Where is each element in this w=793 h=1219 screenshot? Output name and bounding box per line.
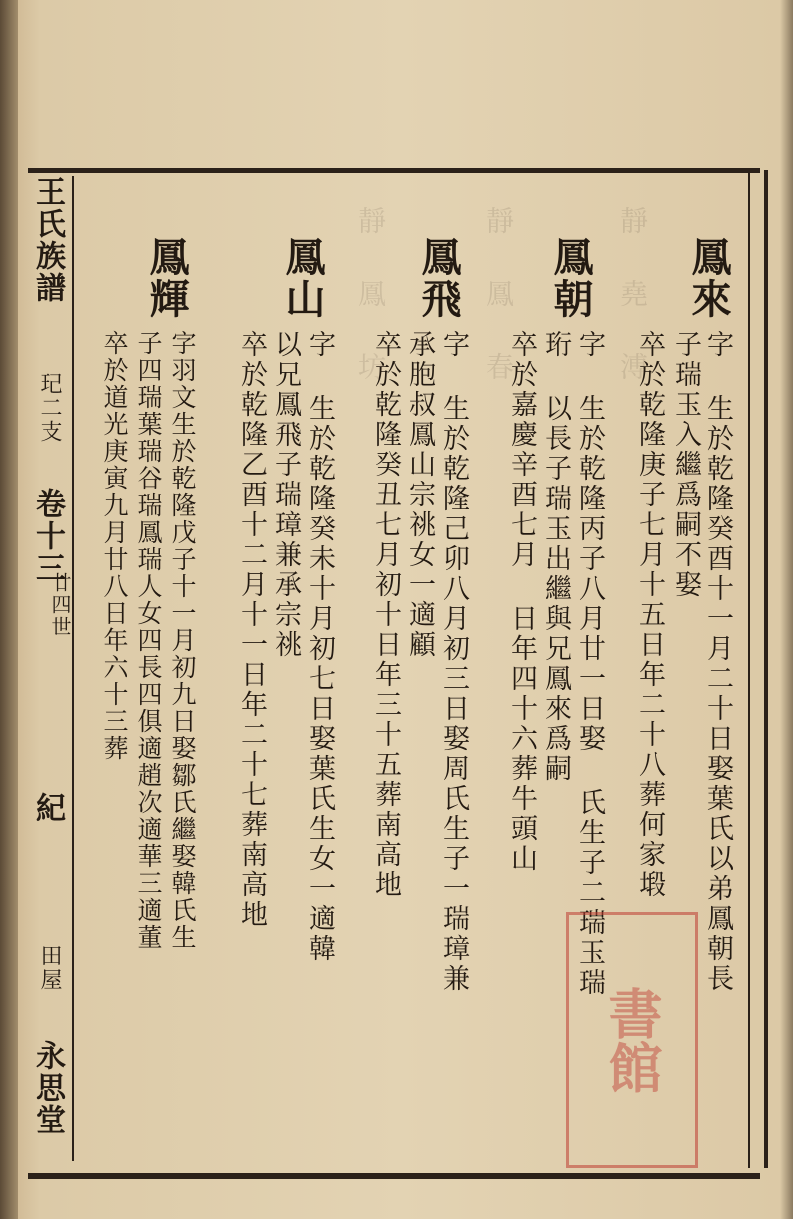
section-label: 紀 [30,792,65,824]
entry-5-name: 鳳輝 [143,236,190,320]
entry-3-line-1: 字 生於乾隆己卯八月初三日娶周氏生子一瑞璋兼 [438,330,469,994]
entry-3-name: 鳳飛 [415,236,462,320]
book-spine [0,0,18,1219]
entry-4-name: 鳳山 [279,236,326,320]
entry-5-line-3: 卒於道光庚寅九月廿八日年六十三葬 [100,330,129,762]
hall-label: 永思堂 [30,1040,65,1136]
entry-5-line-2: 子四瑞葉瑞谷瑞鳳瑞人女四長四俱適趙次適華三適董 [134,330,163,951]
volume-label: 卷十三 [30,488,65,584]
page-frame-right-border [748,170,768,1168]
branch-label: 玘二支 [37,372,62,444]
entry-2-line-2: 珩 以長子瑞玉出繼與兄鳳來爲嗣 [540,330,571,784]
entry-5-line-1: 字羽文生於乾隆戊子十一月初九日娶鄒氏繼娶韓氏生 [168,330,197,951]
entry-2-line-3: 卒於嘉慶辛酉七月 日年四十六葬牛頭山 [506,330,537,874]
book-title: 王氏族譜 [30,176,65,304]
entry-1-line-1: 字 生於乾隆癸酉十一月二十日娶葉氏以弟鳳朝長 [702,330,733,994]
bleed-through-text: 靜 鳳 坊 [354,206,387,386]
generation-label: 廿四世 [48,572,72,638]
entry-3-line-2: 承胞叔鳳山宗祧女一適顧 [404,330,435,660]
margin-column [30,176,74,1161]
entry-4-line-3: 卒於乾隆乙酉十二月十一日年二十七葬南高地 [236,330,267,930]
entry-2-name: 鳳朝 [547,236,594,320]
bleed-through-text: 靜 鳳 春 [482,206,515,386]
entry-1-line-2: 子瑞玉入繼爲嗣不娶 [670,330,701,600]
entry-2-line-1: 字 生於乾隆丙子八月廿一日娶 氏生子二瑞玉瑞 [574,330,605,998]
entry-4-line-1: 字 生於乾隆癸未十月初七日娶葉氏生女一適韓 [304,330,335,964]
seal-text: 書館 [600,986,664,1094]
entry-4-line-2: 以兄鳳飛子瑞璋兼承宗祧 [270,330,301,660]
bleed-through-text: 靜 堯 溥 [616,206,649,386]
place-label: 田屋 [37,944,62,992]
entry-3-line-3: 卒於乾隆癸丑七月初十日年三十五葬南高地 [370,330,401,900]
entry-1-name: 鳳來 [685,236,732,320]
entry-1-line-3: 卒於乾隆庚子七月十五日年二十八葬何家塅 [634,330,665,900]
library-seal-stamp [566,912,698,1168]
